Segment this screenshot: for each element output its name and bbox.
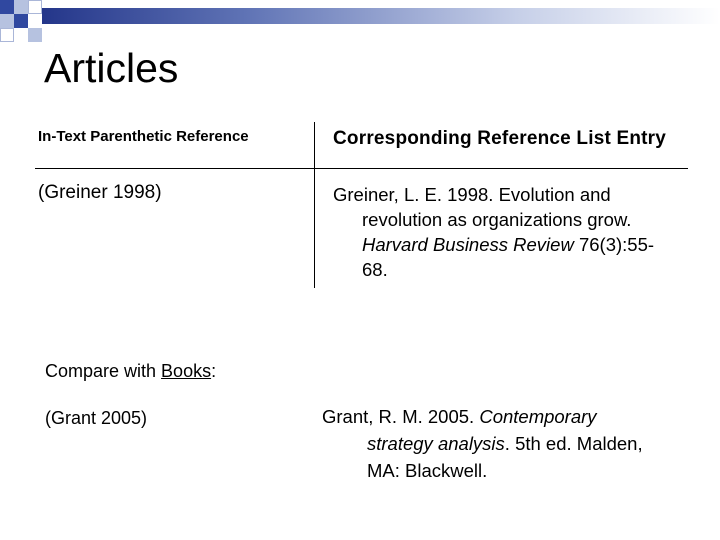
- column-divider: [314, 122, 315, 288]
- article-intext-citation: (Greiner 1998): [38, 182, 162, 203]
- ref-line: revolution as organizations grow.: [362, 209, 632, 230]
- article-reference-entry: [333, 182, 688, 282]
- book-reference-entry: [322, 403, 702, 484]
- ref-author-year: Grant, R. M. 2005.: [322, 406, 480, 427]
- ref-line: 68.: [362, 259, 388, 280]
- decor-square: [14, 14, 28, 28]
- page-title: Articles: [44, 45, 179, 91]
- compare-prefix: Compare with: [45, 361, 162, 381]
- book-title: Contemporary: [479, 406, 597, 427]
- header-divider: [35, 168, 688, 169]
- decor-square: [0, 0, 14, 14]
- col-header-reference: Corresponding Reference List Entry: [333, 128, 667, 149]
- ref-line: [322, 430, 702, 457]
- decor-square: [0, 28, 14, 42]
- decor-square: [28, 0, 42, 14]
- decor-square: [28, 28, 42, 42]
- decor-square: [0, 14, 14, 28]
- ref-line: Greiner, L. E. 1998. Evolution and: [333, 184, 611, 205]
- ref-line: MA: Blackwell.: [367, 460, 488, 481]
- compare-note: [45, 359, 216, 384]
- title-bar-gradient: [42, 8, 720, 24]
- ref-line: [322, 403, 702, 430]
- journal-title: Harvard Business Review: [362, 234, 574, 255]
- book-title: strategy analysis: [367, 433, 505, 454]
- compare-suffix: :: [211, 361, 217, 381]
- book-intext-citation: (Grant 2005): [45, 408, 148, 428]
- ref-line: [333, 232, 688, 257]
- ref-edition: . 5th ed. Malden,: [504, 433, 643, 454]
- books-link[interactable]: Books: [161, 361, 212, 381]
- col-header-intext: In-Text Parenthetic Reference: [38, 128, 249, 145]
- ref-volume-pages: 76(3):55-: [573, 234, 655, 255]
- decor-square: [14, 0, 28, 14]
